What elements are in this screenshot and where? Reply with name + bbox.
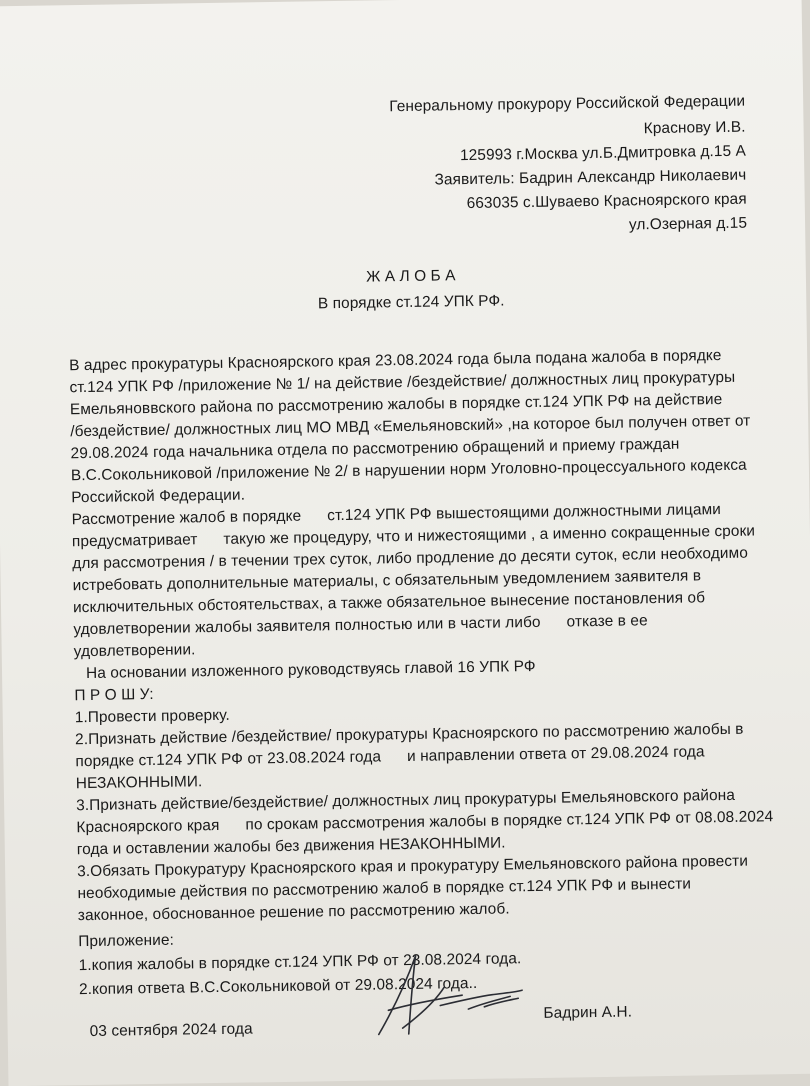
request-item-4: 3.Обязать Прокуратуру Красноярского края и прокуратуру Емельяновского района провести: [77, 852, 749, 881]
request-heading: П Р О Ш У:: [74, 685, 154, 705]
text-segment: отказе в ее: [566, 612, 648, 631]
addressee-block: [0, 0, 801, 234]
request-item-3: 3.Признать действие/бездействие/ должностных лиц прокуратуры Емельяновского района: [75, 786, 736, 815]
text-line: В.С.Сокольниковой /приложение № 2/ в нарушении норм Уголовно-процессуального кодекса: [70, 456, 747, 485]
addressee-title: Генеральному прокурору Российской Федерации: [389, 92, 746, 116]
document-subtitle: В порядке ст.124 УПК РФ.: [317, 292, 505, 313]
text-line: года и оставлении жалобы без движения НЕЗАКОННЫМИ.: [76, 834, 506, 859]
applicant-address: 663035 с.Шуваево Красноярского края: [466, 190, 747, 212]
text-segment: удовлетворении жалобы заявителя полностью или в части либо: [73, 613, 541, 639]
attachment-item: 2.копия ответа В.С.Сокольниковой от 29.08.2024 года..: [78, 974, 478, 999]
text-line: для рассмотрения / в течении трех суток, либо продление до десяти суток, если необходимо: [72, 544, 749, 573]
handwritten-signature: [371, 946, 557, 1044]
text-line: истребовать дополнительные материалы, с обязательным уведомлением заявителя в: [72, 567, 702, 595]
text-segment: Рассмотрение жалоб в порядке: [71, 507, 302, 529]
applicant-name: Заявитель: Бадрин Александр Николаевич: [434, 166, 747, 189]
text-segment: и направлении ответа от 29.08.2024 года: [406, 743, 705, 765]
attachment-item: 1.копия жалобы в порядке ст.124 УПК РФ от 23.08.2024 года.: [78, 950, 522, 975]
addressee-name: Краснову И.В.: [643, 118, 746, 138]
document-date: 03 сентября 2024 года: [89, 1020, 253, 1041]
text-line: удовлетворении.: [73, 641, 196, 661]
request-item-1: 1.Провести проверку.: [74, 706, 230, 727]
text-segment: такую же процедуру, что и нижестоящими , а именно сокращенные сроки: [223, 522, 756, 548]
text-line: НЕЗАКОННЫМИ.: [75, 773, 203, 793]
text-segment: ст.124 УПК РФ вышестоящими должностными лицами: [327, 501, 722, 525]
addressee-address: 125993 г.Москва ул.Б.Дмитровка д.15 А: [459, 142, 747, 165]
request-item-2: 2.Признать действие /бездействие/ прокуратуры Красноярского по рассмотрению жалобы в: [74, 720, 744, 749]
signer-name: Бадрин А.Н.: [543, 1003, 633, 1022]
text-line: необходимые действия по рассмотрению жалоб в порядке ст.124 УПК РФ и вынести: [77, 875, 692, 903]
text-segment: Красноярского края: [76, 816, 220, 837]
text-line: исключительных обстоятельствах, а также обязательное вынесение постановления об: [72, 589, 706, 617]
text-line: [73, 612, 648, 639]
text-segment: по срокам рассмотрения жалобы в порядке ст.124 УПК РФ от 08.08.2024: [245, 808, 774, 834]
text-line: Емельяноввского района по рассмотрению жалобы в порядке ст.124 УПК РФ на действие: [69, 390, 723, 419]
text-line: /бездействие/ должностных лиц МО МВД «Емельяновский» ,на которое был получен ответ от: [70, 412, 751, 441]
document-title: Ж А Л О Б А: [366, 267, 456, 286]
text-line: ст.124 УПК РФ /приложение № 1/ на действие /бездействие/ должностных лиц прокуратуры: [69, 368, 736, 397]
attachments-heading: Приложение:: [78, 931, 175, 951]
text-line: Российской Федерации.: [71, 486, 246, 507]
legal-basis: На основании изложенного руководствуясь главой 16 УПК РФ: [85, 657, 536, 683]
text-segment: предусматривает: [71, 531, 198, 551]
text-line: В адрес прокуратуры Красноярского края 23.08.2024 года была подана жалоба в порядке: [69, 347, 722, 375]
text-segment: порядке ст.124 УПК РФ от 23.08.2024 года: [75, 748, 382, 771]
applicant-street: ул.Озерная д.15: [628, 214, 748, 234]
text-line: 29.08.2024 года начальника отдела по рассмотрению обращений и приему граждан: [70, 435, 680, 463]
text-line: законное, обоснованное решение по рассмотрению жалоб.: [77, 900, 510, 925]
